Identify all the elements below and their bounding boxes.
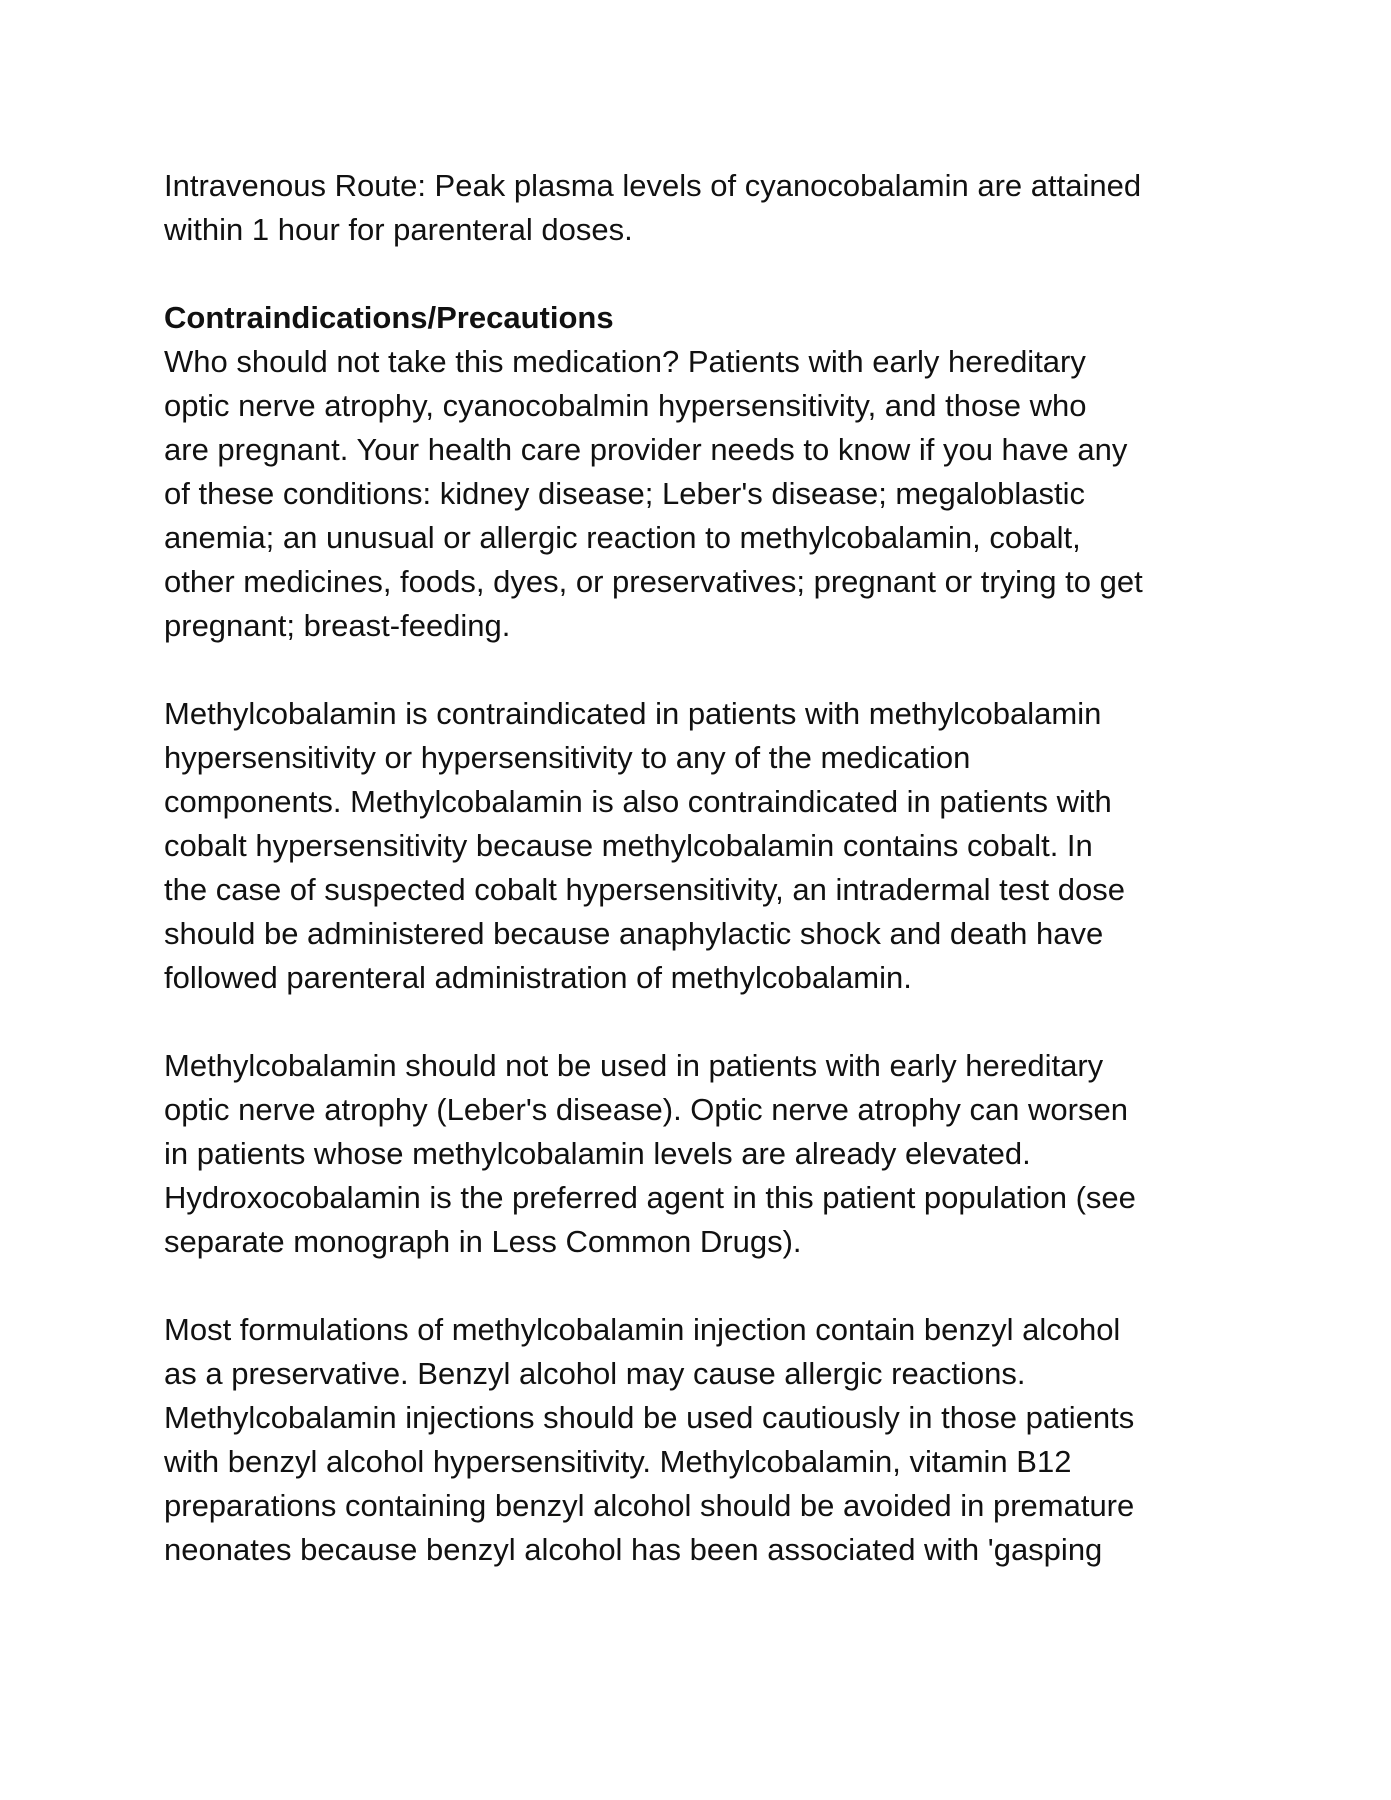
paragraph-lebers-disease — [164, 1044, 1244, 1264]
text-line: anemia; an unusual or allergic reaction to methylcobalamin, cobalt, — [164, 520, 1081, 555]
text-line: optic nerve atrophy, cyanocobalmin hypersensitivity, and those who — [164, 388, 1087, 423]
text-line: Hydroxocobalamin is the preferred agent in this patient population (see — [164, 1180, 1136, 1215]
text-line: the case of suspected cobalt hypersensitivity, an intradermal test dose — [164, 872, 1125, 907]
text-line: Who should not take this medication? Patients with early hereditary — [164, 344, 1086, 379]
text-line: separate monograph in Less Common Drugs). — [164, 1224, 802, 1259]
text-line: preparations containing benzyl alcohol should be avoided in premature — [164, 1488, 1135, 1523]
text-line: with benzyl alcohol hypersensitivity. Methylcobalamin, vitamin B12 — [164, 1444, 1072, 1479]
intro-paragraph — [164, 164, 1244, 252]
text-line: Most formulations of methylcobalamin injection contain benzyl alcohol — [164, 1312, 1121, 1347]
text-line: Methylcobalamin should not be used in patients with early hereditary — [164, 1048, 1104, 1083]
section-heading — [164, 296, 1244, 340]
paragraph-hypersensitivity — [164, 692, 1244, 1000]
text-line: of these conditions: kidney disease; Leber's disease; megaloblastic — [164, 476, 1085, 511]
document-body — [164, 164, 1244, 1616]
text-line: in patients whose methylcobalamin levels are already elevated. — [164, 1136, 1031, 1171]
text-line: Intravenous Route: Peak plasma levels of cyanocobalamin are attained — [164, 168, 1142, 203]
text-line: optic nerve atrophy (Leber's disease). Optic nerve atrophy can worsen — [164, 1092, 1128, 1127]
text-line: cobalt hypersensitivity because methylcobalamin contains cobalt. In — [164, 828, 1093, 863]
heading-text: Contraindications/Precautions — [164, 300, 614, 335]
text-line: as a preservative. Benzyl alcohol may cause allergic reactions. — [164, 1356, 1026, 1391]
text-line: Methylcobalamin is contraindicated in patients with methylcobalamin — [164, 696, 1102, 731]
text-line: other medicines, foods, dyes, or preservatives; pregnant or trying to get — [164, 564, 1143, 599]
paragraph-who-should-not-take — [164, 340, 1244, 648]
text-line: are pregnant. Your health care provider needs to know if you have any — [164, 432, 1128, 467]
text-line: should be administered because anaphylactic shock and death have — [164, 916, 1104, 951]
text-line: hypersensitivity or hypersensitivity to any of the medication — [164, 740, 971, 775]
text-line: within 1 hour for parenteral doses. — [164, 212, 633, 247]
text-line: pregnant; breast-feeding. — [164, 608, 511, 643]
text-line: Methylcobalamin injections should be used cautiously in those patients — [164, 1400, 1135, 1435]
paragraph-benzyl-alcohol — [164, 1308, 1244, 1572]
text-line: followed parenteral administration of methylcobalamin. — [164, 960, 912, 995]
text-line: components. Methylcobalamin is also contraindicated in patients with — [164, 784, 1112, 819]
text-line: neonates because benzyl alcohol has been associated with 'gasping — [164, 1532, 1103, 1567]
